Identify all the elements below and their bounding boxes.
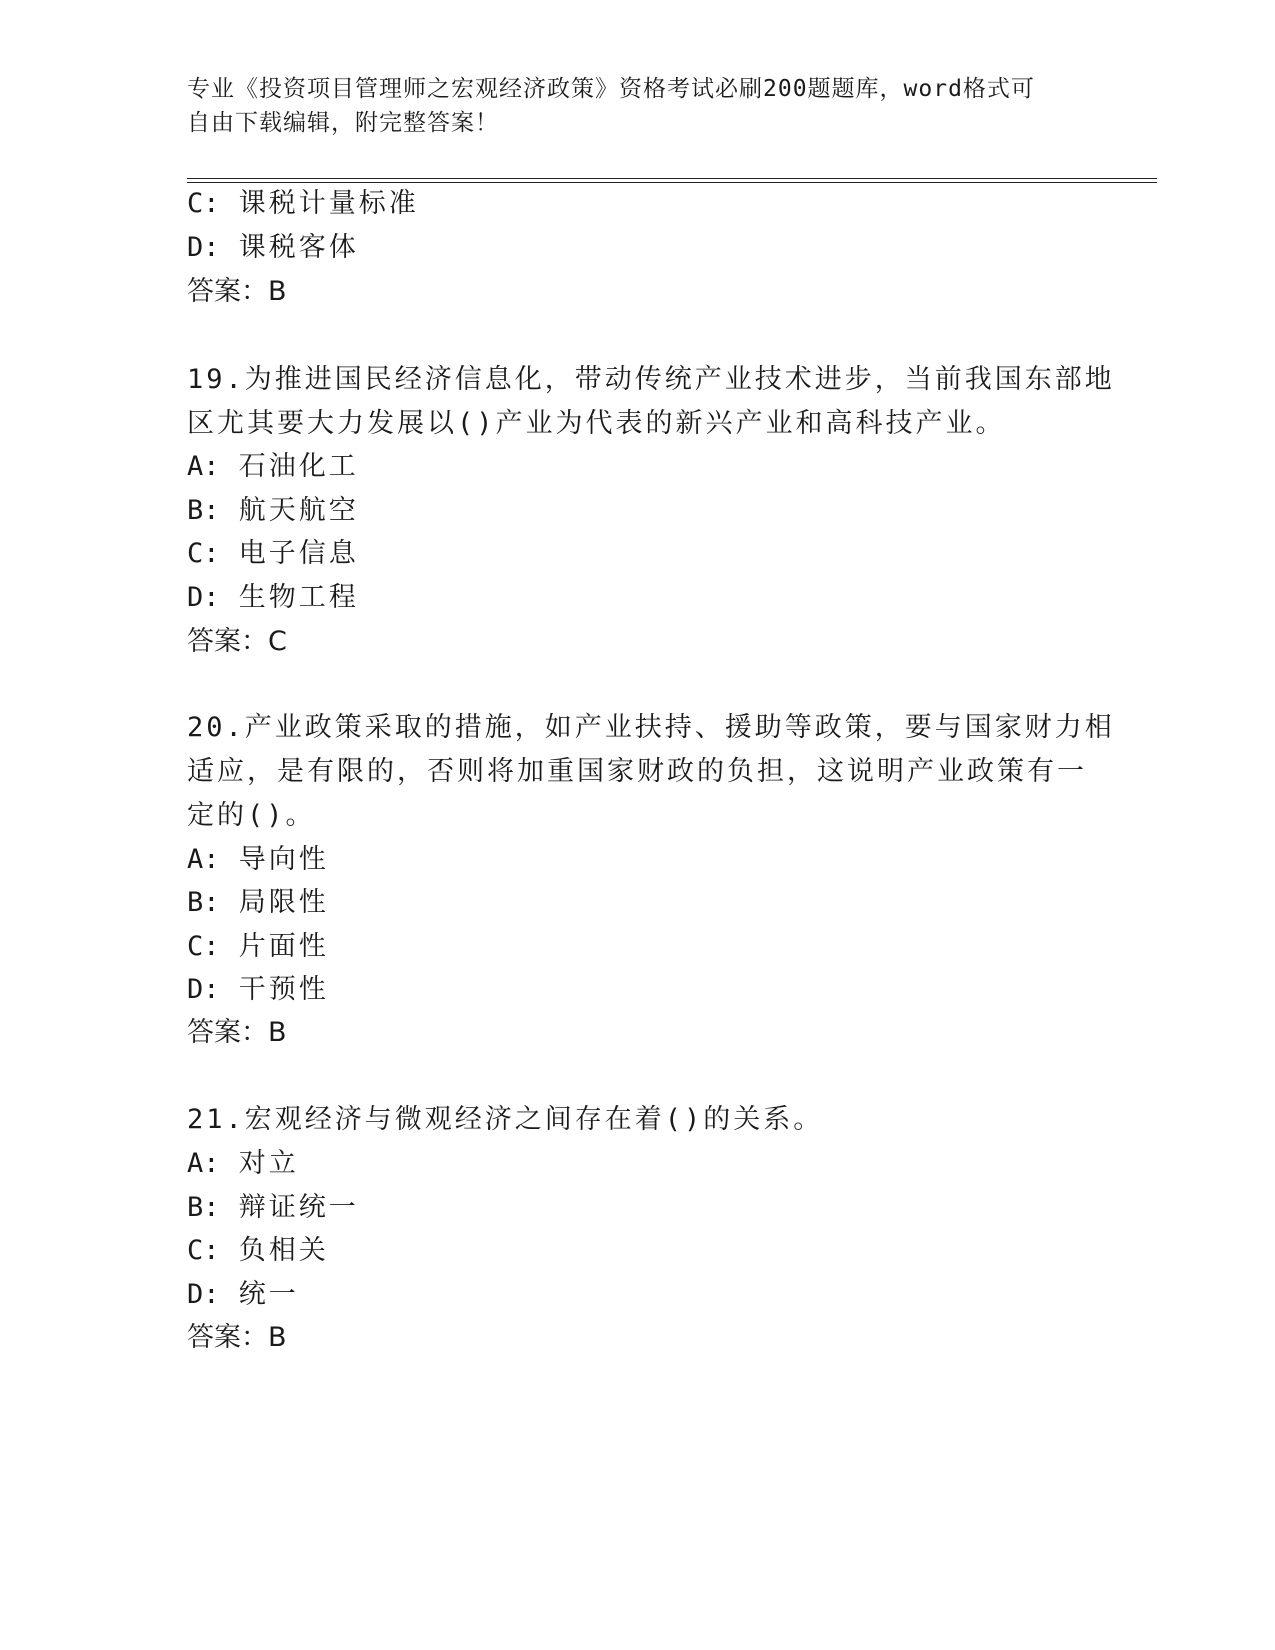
option-letter: B: [187,495,220,526]
question-19-text-line-1: 19.为推进国民经济信息化，带动传统产业技术进步，当前我国东部地 [187,364,1115,395]
option-letter: C: [187,538,220,569]
page-header [187,72,1067,140]
option-letter: D: [187,974,220,1005]
option-letter: C: [187,1235,220,1266]
option-letter: D: [187,582,220,613]
answer-line: 答案：C [187,626,287,657]
option-row [187,929,329,965]
option-text: 干预性 [238,974,329,1005]
question-19-text-line-2: 区尤其要大力发展以()产业为代表的新兴产业和高科技产业。 [187,408,1006,439]
option-letter: B: [187,887,220,918]
option-text: 导向性 [238,844,329,875]
option-letter: C: [187,188,220,219]
option-text: 局限性 [238,887,329,918]
option-text: 电子信息 [238,538,359,569]
option-letter: B: [187,1192,220,1223]
option-text: 负相关 [238,1235,329,1266]
question-20-text-line-3: 定的()。 [187,800,316,831]
option-letter: D: [187,1279,220,1310]
header-title-line-2: 自由下载编辑，附完整答案！ [187,110,499,136]
answer-line: 答案：B [187,276,287,307]
option-row [187,449,359,485]
option-row [187,1146,299,1182]
header-divider-top [187,178,1157,179]
option-text: 统一 [238,1279,299,1310]
option-row [187,536,359,572]
option-row [187,230,359,266]
answer-line: 答案：B [187,1017,287,1048]
option-text: 对立 [238,1148,299,1179]
option-letter: D: [187,232,220,263]
option-row [187,1233,329,1269]
question-20-text-line-1: 20.产业政策采取的措施，如产业扶持、援助等政策，要与国家财力相 [187,712,1115,743]
option-text: 课税客体 [238,232,359,263]
option-letter: A: [187,1148,220,1179]
option-text: 课税计量标准 [238,188,419,219]
option-text: 生物工程 [238,582,359,613]
option-row [187,580,359,616]
question-21-text-line-1: 21.宏观经济与微观经济之间存在着()的关系。 [187,1104,824,1135]
option-text: 辩证统一 [238,1192,359,1223]
option-letter: A: [187,451,220,482]
option-letter: C: [187,931,220,962]
header-divider-bottom [187,182,1157,183]
option-row [187,972,329,1008]
option-text: 片面性 [238,931,329,962]
option-letter: A: [187,844,220,875]
option-text: 航天航空 [238,495,359,526]
option-text: 石油化工 [238,451,359,482]
question-20-text-line-2: 适应，是有限的，否则将加重国家财政的负担，这说明产业政策有一 [187,756,1087,787]
option-row [187,885,329,921]
option-row [187,1190,359,1226]
option-row [187,842,329,878]
option-row [187,493,359,529]
answer-line: 答案：B [187,1322,287,1353]
header-title-line-1: 专业《投资项目管理师之宏观经济政策》资格考试必刷200题题库，word格式可 [187,76,1035,102]
option-row [187,186,419,222]
option-row [187,1277,299,1313]
